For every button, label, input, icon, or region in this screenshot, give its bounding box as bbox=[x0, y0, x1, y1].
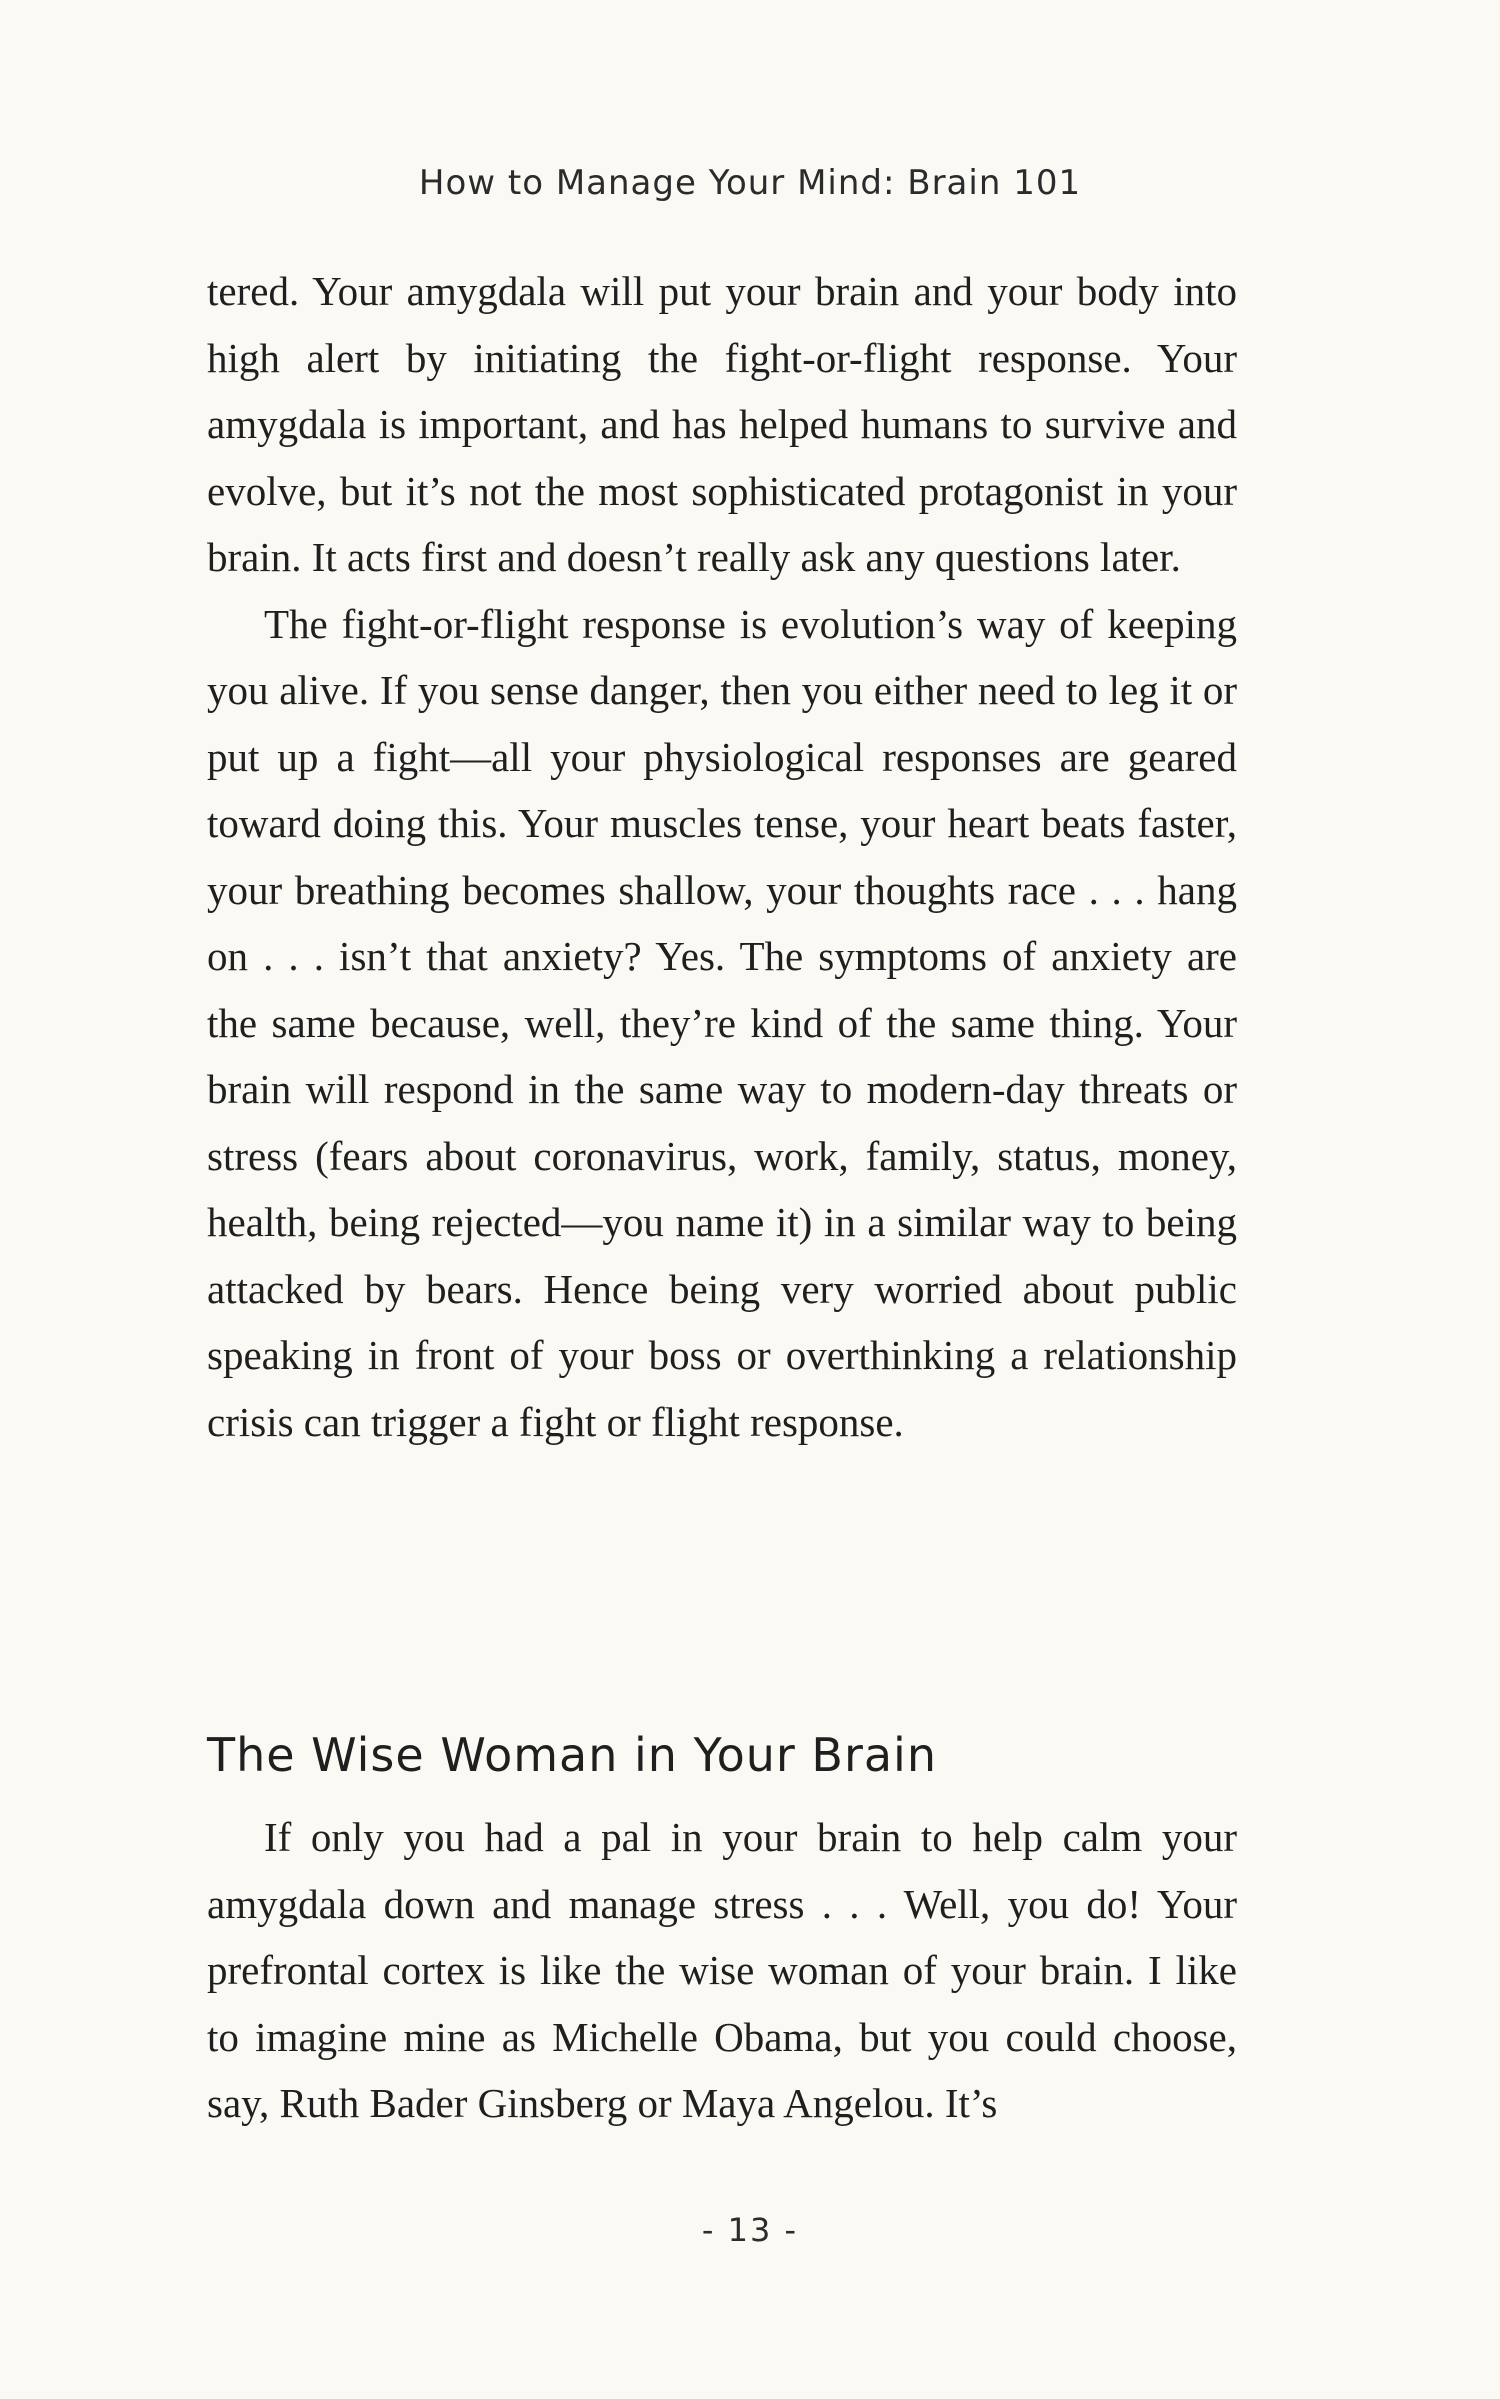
paragraph-wise-woman: If only you had a pal in your brain to help calm your amygdala down and manage stress . . . Well, you do! Your prefrontal cortex is like the wise woman of your brain. I like to imagine mine as Michelle Obama, but you could choose, say, Ruth Bader Ginsberg or Maya Angelou. It’s bbox=[207, 1814, 1237, 2126]
paragraph-continuation: tered. Your amygdala will put your brain and your body into high alert by initiating the fight-or-flight response. Your amygdala is important, and has helped humans to survive and evolve, but it’s not the most sophisticated protagonist in your brain. It acts first and doesn’t really ask any questions later. bbox=[207, 268, 1237, 580]
section-heading: The Wise Woman in Your Brain bbox=[207, 1728, 937, 1782]
running-head: How to Manage Your Mind: Brain 101 bbox=[418, 163, 1082, 203]
page-number: - 13 - bbox=[701, 2211, 799, 2249]
body-text-block-section-2 bbox=[207, 1804, 1237, 2137]
paragraph-fight-or-flight: The fight-or-flight response is evolution’s way of keeping you alive. If you sense danger, then you either need to leg it or put up a fight—all your physiological responses are geared toward doing this. Your muscles tense, your heart beats faster, your breathing becomes shallow, your thoughts race . . . hang on . . . isn’t that anxiety? Yes. The symptoms of anxiety are the same because, well, they’re kind of the same thing. Your brain will respond in the same way to modern-day threats or stress (fears about coronavirus, work, family, status, money, health, being rejected—you name it) in a similar way to being attacked by bears. Hence being very worried about public speaking in front of your boss or overthinking a relationship crisis can trigger a fight or flight response. bbox=[207, 600, 1237, 1445]
body-text-block bbox=[207, 258, 1237, 1455]
